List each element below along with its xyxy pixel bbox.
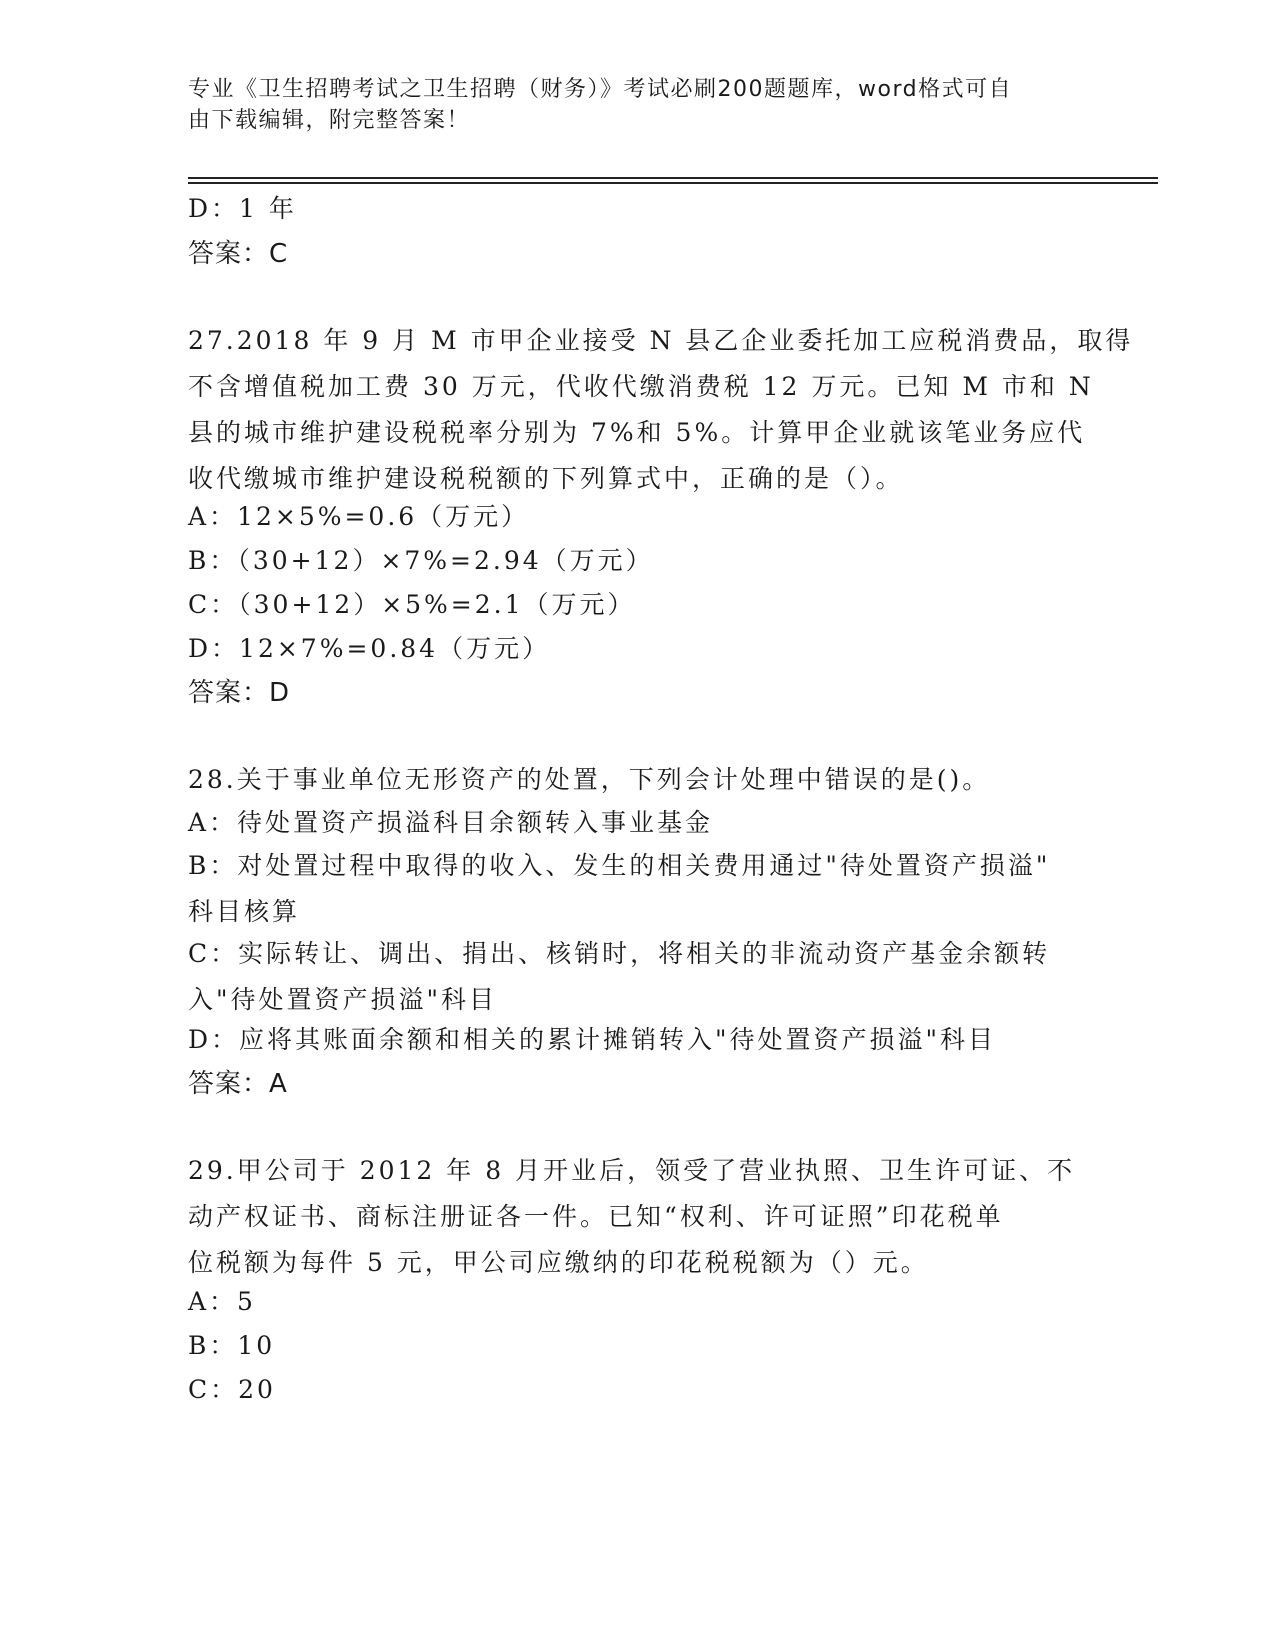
q28-option-c	[188, 931, 1088, 1023]
prev-option-d: D：1 年	[188, 194, 297, 223]
q28-option-b	[188, 843, 1088, 935]
q28-option-b-line-1: B：对处置过程中取得的收入、发生的相关费用通过"待处置资产损溢"	[188, 851, 1051, 880]
q27-line-1: 27.2018 年 9 月 M 市甲企业接受 N 县乙企业委托加工应税消费品，取得	[188, 326, 1134, 355]
q27-option-a: A：12×5%=0.6（万元）	[188, 502, 530, 531]
q27-line-2: 不含增值税加工费 30 万元，代收代缴消费税 12 万元。已知 M 市和 N	[188, 372, 1094, 401]
header-rule-bottom	[188, 182, 1158, 184]
q27-option-b: B：（30+12）×7%=2.94（万元）	[188, 546, 654, 575]
header-line-2: 由下载编辑，附完整答案！	[188, 108, 471, 133]
prev-answer: 答案：C	[188, 239, 289, 269]
q29-line-3: 位税额为每件 5 元，甲公司应缴纳的印花税税额为（）元。	[188, 1248, 929, 1277]
q27-answer: 答案：D	[188, 678, 291, 708]
q28-answer: 答案：A	[188, 1069, 288, 1099]
header-rule-top	[188, 177, 1158, 179]
header-line-1: 专业《卫生招聘考试之卫生招聘（财务）》考试必刷200题题库，word格式可自	[188, 77, 1013, 102]
q27-option-d: D：12×7%=0.84（万元）	[188, 634, 551, 663]
q27-line-4: 收代缴城市维护建设税税额的下列算式中，正确的是（）。	[188, 464, 904, 493]
q29-line-1: 29.甲公司于 2012 年 8 月开业后，领受了营业执照、卫生许可证、不	[188, 1156, 1076, 1185]
q28-stem: 28.关于事业单位无形资产的处置，下列会计处理中错误的是()。	[188, 765, 991, 794]
q27-line-3: 县的城市维护建设税税率分别为 7%和 5%。计算甲企业就该笔业务应代	[188, 418, 1086, 447]
q28-option-b-line-2: 科目核算	[188, 897, 301, 926]
q28-option-c-line-1: C：实际转让、调出、捐出、核销时，将相关的非流动资产基金余额转	[188, 939, 1051, 968]
q29-line-2: 动产权证书、商标注册证各一件。已知“权利、许可证照”印花税单	[188, 1202, 1004, 1231]
q29-option-b: B：10	[188, 1331, 276, 1360]
q29-option-a: A：5	[188, 1287, 256, 1316]
q29-stem	[188, 1148, 1088, 1286]
q28-option-a: A：待处置资产损溢科目余额转入事业基金	[188, 808, 714, 837]
q27-stem	[188, 318, 1134, 502]
q28-option-c-line-2: 入"待处置资产损溢"科目	[188, 985, 497, 1014]
document-header	[188, 74, 1068, 136]
q28-option-d: D：应将其账面余额和相关的累计摊销转入"待处置资产损溢"科目	[188, 1025, 997, 1054]
q29-option-c: C：20	[188, 1375, 276, 1404]
q27-option-c: C：（30+12）×5%=2.1（万元）	[188, 590, 636, 619]
